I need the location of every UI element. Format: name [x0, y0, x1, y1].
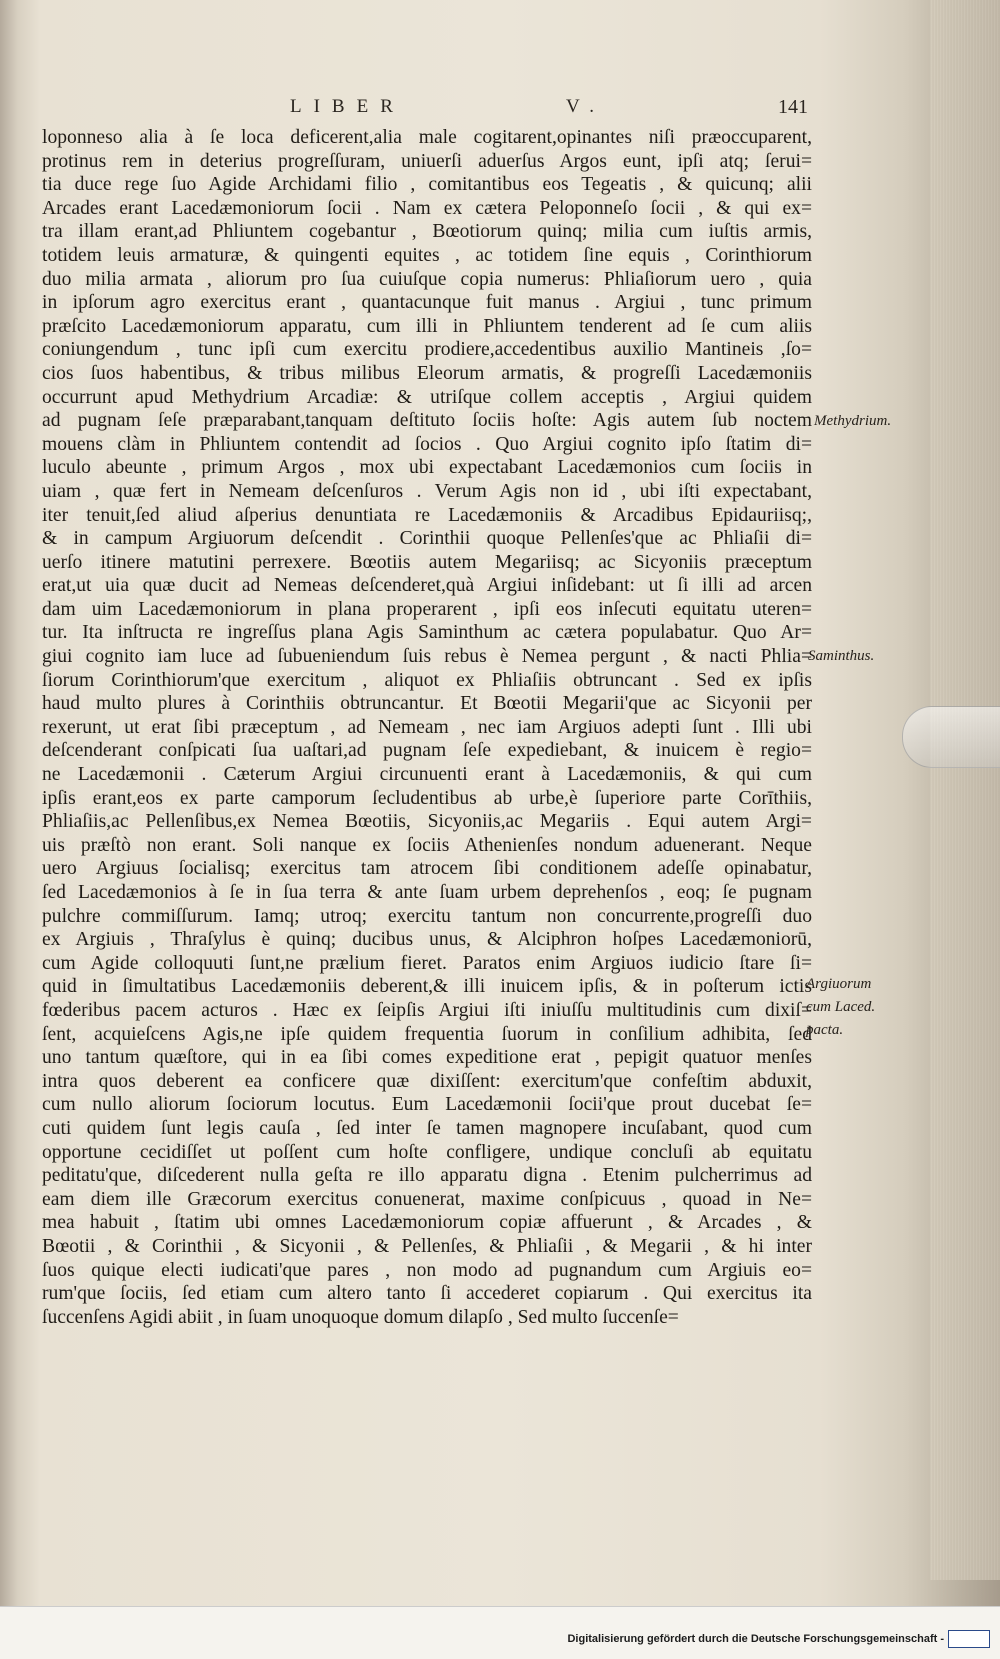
- text-line: cum nullo aliorum ſociorum locutus. Eum Lacedæmonii ſocii'que prout ducebat ſe=: [42, 1094, 812, 1116]
- text-line: ſiorum Corinthiorum'que exercitum , aliquot ex Phliaſiis obtruncant . Sed ex ipſis: [42, 669, 812, 691]
- text-line: intra quos deberent ea conficere quæ dixiſſent: exercitum'que confeſtim abduxit,: [42, 1070, 812, 1092]
- margin-note-argiuorum-line2: cum Laced.: [806, 999, 876, 1015]
- text-line: Bœotii , & Corinthii , & Sicyonii , & Pellenſes, & Phliaſii , & Megarii , & hi inter: [42, 1235, 812, 1257]
- text-line: cios ſuos habentibus, & tribus milibus Eleorum armatis, & progreſſi Lacedæmoniis: [42, 362, 812, 384]
- text-line: uis præſtò non erant. Soli nanque ex ſociis Athenienſes nondum aduenerant. Neque: [42, 834, 812, 856]
- body-text: [42, 126, 812, 1329]
- text-line: erat,ut uia quæ ducit ad Nemeas deſcenderet,quà Argiui inſidebant: ut ſi illi ad arcen: [42, 575, 812, 597]
- text-line: giui cognito iam luce ad ſubueniendum ſuis rebus è Nemea pergunt , & nacti Phlia=: [42, 646, 812, 668]
- page-edges: [930, 0, 1000, 1580]
- text-line: deſcenderant conſpicati ſua uaſtari,ad pugnam ſeſe expediebant, & inuicem è regio=: [42, 740, 812, 762]
- text-line: uero Argiuus ſocialisq; exercitus tam atrocem ſibi conditionem adeſſe opinabatur,: [42, 858, 812, 880]
- dfg-logo: [948, 1630, 990, 1648]
- text-line: ipſis erant,eos ex parte camporum ſecludentibus ab urbe,è ſuperiore parte Corīthiis,: [42, 787, 812, 809]
- margin-note-argiuorum-line3: pacta.: [806, 1022, 844, 1038]
- text-line: mouens clàm in Phliuntem contendit ad ſocios . Quo Argiui cognito ipſo ſtatim di=: [42, 433, 812, 455]
- text-line: luculo abeunte , primum Argos , mox ubi expectabant Lacedæmonios cum ſociis in: [42, 457, 812, 479]
- text-line: Phliaſiis,ac Pellenſibus,ex Nemea Bœotiis, Sicyoniis,ac Megariis . Equi autem Argi=: [42, 811, 812, 833]
- text-line: cuti quidem ſunt legis cauſa , ſed inter ſe tamen magnopere incuſabant, quod cum: [42, 1117, 812, 1139]
- text-line: totidem leuis armaturæ, & quingenti equites , ac totidem ſine equis , Corinthiorum: [42, 244, 812, 266]
- book-number: V.: [566, 96, 607, 117]
- text-line: ſed Lacedæmonios à ſe in ſua terra & ante ſuam urbem deprehenſos , eoq; ſe pugnam: [42, 882, 812, 903]
- text-line: duo milia armata , aliorum pro ſua cuiuſque copia numerus: Phliaſiorum uero , quia: [42, 268, 812, 290]
- margin-note-argiuorum-line1: Argiuorum: [806, 976, 872, 992]
- page-number: 141: [778, 96, 808, 118]
- text-line: rexerunt, ut erat ſibi præceptum , ad Nemeam , nec iam Argiuos adepti ſunt . Illi ubi: [42, 716, 812, 738]
- text-line: haud multo plures à Corinthiis obtruncantur. Et Bœotii Megarii'que ac Sicyonii per: [42, 693, 812, 715]
- text-line: iter tenuit,ſed aliud aſperius denuntiata re Lacedæmoniis & Arcadibus Epidauriisq;,: [42, 504, 812, 526]
- text-line: ex Argiuis , Thraſylus è quinq; ducibus unus, & Alciphron hoſpes Lacedæmoniorū,: [42, 929, 812, 951]
- text-line: fœderibus pacem acturos . Hæc ex ſeipſis Argiui iſti iniuſſu multitudinis cum dixiſ=: [42, 999, 812, 1021]
- margin-note-methydrium: Methydrium.: [814, 413, 892, 429]
- text-line: ſuos quique electi iudicati'que pares , non modo ad pugnandum cum Argiuis eo=: [42, 1259, 812, 1281]
- text-line: coniungendum , tunc ipſi cum exercitu prodiere,accedentibus auxilio Mantineis ,ſo=: [42, 339, 812, 361]
- text-line: Arcades erant Lacedæmoniorum ſocii . Nam ex cætera Peloponneſo ſocii , & qui ex=: [42, 197, 812, 219]
- text-line: mea habuit , ſtatim ubi omnes Lacedæmoniorum copiæ affuerunt , & Arcades , &: [42, 1212, 812, 1234]
- text-line: occurrunt apud Methydrium Arcadiæ: & utriſque collem acceptis , Argiui quidem: [42, 386, 812, 408]
- footer-bar: [0, 1606, 1000, 1659]
- text-line: pulchre commiſſurum. Iamq; utroq; exercitu tantum non concurrente,progreſſi duo: [42, 905, 812, 927]
- text-line: tur. Ita inſtructa re ingreſſus plana Agis Saminthum ac cætera populabatur. Quo Ar=: [42, 622, 812, 644]
- text-line: ne Lacedæmonii . Cæterum Argiui circunuenti erant à Lacedæmoniis, & qui cum: [42, 764, 812, 786]
- text-line: præſcito Lacedæmoniorum apparatu, cum illi in Phliuntem tenderent ad ſe cum aliis: [42, 315, 812, 337]
- text-line: loponneso alia à ſe loca deficerent,alia male cogitarent,opinantes niſi præoccuparent,: [42, 127, 812, 148]
- text-line: eam diem ille Græcorum exercitus conuenerat, maxime conſpicuus , quoad in Ne=: [42, 1188, 812, 1210]
- text-line: cum Agide colloquuti ſunt,ne prælium fieret. Paratos enim Argiuos iudicio ſtare ſi=: [42, 952, 812, 974]
- text-line: peditatu'que, diſcederent nulla geſta re illo apparatu digna . Etenim pulcherrimus ad: [42, 1165, 812, 1187]
- margin-note-saminthus: Saminthus.: [808, 648, 875, 664]
- text-line: uno tantum quæſtore, qui in ea ſibi comes expeditione erat , pepigit quatuor menſes: [42, 1047, 812, 1069]
- text-line: quid in ſimultatibus Lacedæmoniis deberent,& illi inuicem ipſis, & in poſterum ictis: [42, 976, 812, 998]
- text-line: tia duce rege ſuo Agide Archidami filio , comitantibus eos Tegeatis , & quicunq; alii: [42, 174, 812, 196]
- text-line: uerſo itinere matutini perrexere. Bœotiis autem Megariisq; ac Sicyoniis præceptum: [42, 551, 812, 573]
- text-line: ſent, acquieſcens Agis,ne ipſe quidem frequentia ſuorum in conſilium adhibita, ſed: [42, 1023, 812, 1045]
- text-line: rum'que ſociis, ſed etiam cum altero tanto ſi accederet copiarum . Qui exercitus ita: [42, 1283, 812, 1305]
- text-line: opportune cecidiſſet ut poſſent cum hoſte confligere, undique concluſi ab equitatu: [42, 1141, 812, 1163]
- text-line: protinus rem in deterius progreſſuram, uniuerſi aduerſus Argos eunt, ipſi atq; ſerui=: [42, 150, 812, 172]
- text-line: dam uim Lacedæmoniorum in plana properarent , ipſi eos inſecuti equitatu uteren=: [42, 598, 812, 620]
- running-title: LIBER: [290, 96, 405, 117]
- text-line: uiam , quæ fert in Nemeam deſcenſuros . Verum Agis non id , ubi iſti expectabant,: [42, 480, 812, 502]
- text-line: tra illam erant,ad Phliuntem cogebantur , Bœotiorum quinq; milia cum iuſtis armis,: [42, 221, 812, 243]
- text-line: ad pugnam ſeſe præparabant,tanquam deſtituto ſociis hoſte: Agis autem ſub noctem: [42, 410, 812, 432]
- funding-credit: Digitalisierung gefördert durch die Deutsche Forschungsgemeinschaft -: [567, 1633, 944, 1645]
- page-clip: [902, 706, 1000, 768]
- text-line: & in campum Argiuorum deſcendit . Corinthii quoque Pellenſes'que ac Phliaſii di=: [42, 528, 812, 550]
- text-line: in ipſorum agro exercitus erant , quantacunque fuit manus . Argiui , tunc primum: [42, 292, 812, 314]
- text-line: ſuccenſens Agidi abiit , in ſuam unoquoque domum dilapſo , Sed multo ſuccenſe=: [42, 1306, 679, 1328]
